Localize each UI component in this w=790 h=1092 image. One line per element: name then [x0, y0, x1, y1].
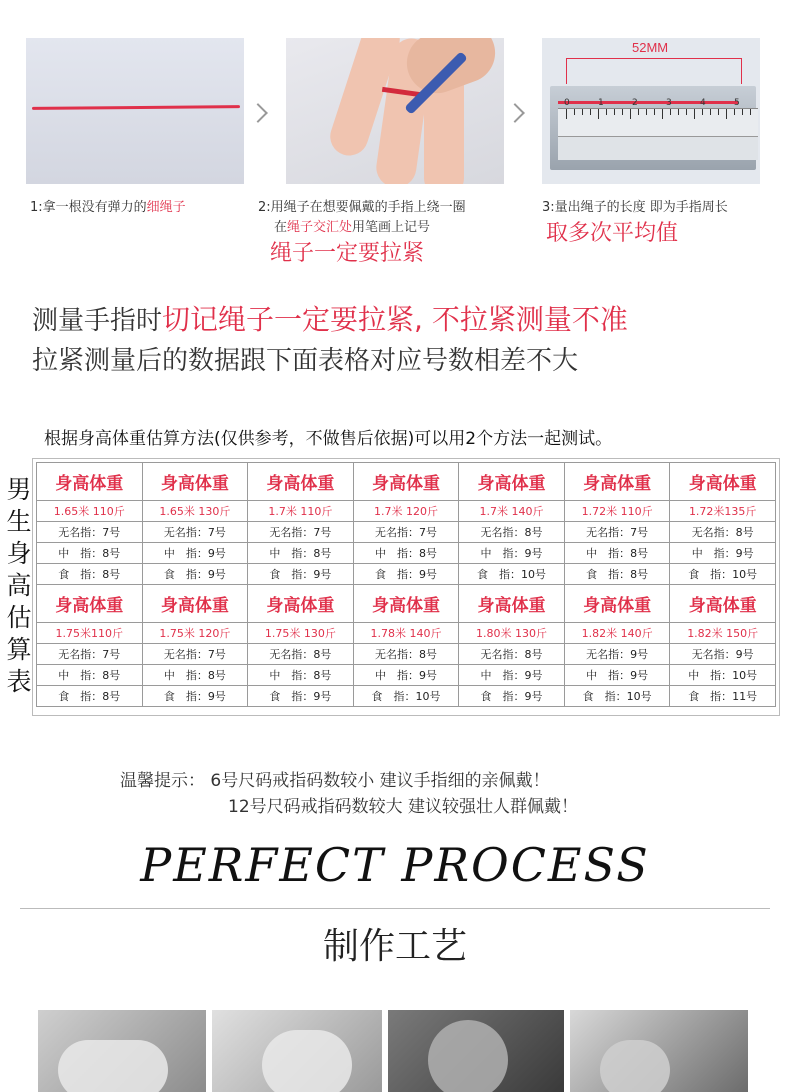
- height-weight-cell: 1.65米 130斤: [142, 501, 248, 522]
- header-cell: 身高体重: [564, 585, 670, 623]
- step1-photo-rope: [26, 38, 244, 184]
- size-cell: 无名指：7号: [248, 522, 354, 543]
- size-cell: 食 指：9号: [248, 686, 354, 707]
- size-cell: 中 指：9号: [459, 543, 565, 564]
- table-row: [37, 543, 776, 564]
- header-cell: 身高体重: [37, 585, 143, 623]
- size-cell: 无名指：7号: [37, 522, 143, 543]
- size-cell: 中 指：8号: [248, 665, 354, 686]
- height-weight-cell: 1.82米 140斤: [564, 623, 670, 644]
- height-weight-cell: 1.75米110斤: [37, 623, 143, 644]
- ruler-number: 0: [564, 98, 570, 108]
- size-cell: 无名指：8号: [353, 644, 459, 665]
- side-label-char: 算: [6, 635, 32, 664]
- header-cell: 身高体重: [37, 463, 143, 501]
- size-cell: 中 指：8号: [248, 543, 354, 564]
- ruler-number: 1: [598, 98, 604, 108]
- table-row: [37, 665, 776, 686]
- size-cell: 无名指：7号: [37, 644, 143, 665]
- table-row: [37, 564, 776, 585]
- height-weight-cell: 1.75米 120斤: [142, 623, 248, 644]
- height-weight-cell: 1.75米 130斤: [248, 623, 354, 644]
- height-weight-cell: 1.78米 140斤: [353, 623, 459, 644]
- step2-caption-line1: 2:用绳子在想要佩戴的手指上绕一圈: [258, 200, 466, 215]
- size-cell: 无名指：8号: [670, 522, 776, 543]
- step2-photo-finger: [286, 38, 504, 184]
- header-cell: 身高体重: [142, 463, 248, 501]
- height-weight-cell: 1.82米 150斤: [670, 623, 776, 644]
- step2-caption-text: 在: [274, 220, 288, 235]
- size-cell: 食 指：10号: [353, 686, 459, 707]
- craft-photo: [38, 1010, 206, 1092]
- step1-caption: [30, 196, 186, 215]
- size-cell: 中 指：8号: [353, 543, 459, 564]
- side-label: [4, 474, 34, 698]
- arrow-right-icon: [248, 103, 268, 123]
- table-row: [37, 522, 776, 543]
- ruler-scale: [558, 108, 758, 136]
- ruler-number: 3: [666, 98, 672, 108]
- header-cell: 身高体重: [353, 463, 459, 501]
- size-cell: 中 指：8号: [37, 665, 143, 686]
- notice-text: 测量手指时: [32, 306, 163, 336]
- height-weight-cell: 1.80米 130斤: [459, 623, 565, 644]
- tip-line2: 12号尺码戒指码数较大 建议较强壮人群佩戴！: [228, 797, 579, 817]
- size-cell: 食 指：8号: [37, 686, 143, 707]
- header-cell: 身高体重: [670, 585, 776, 623]
- craft-title: 制作工艺: [322, 926, 467, 967]
- size-cell: 食 指：11号: [670, 686, 776, 707]
- size-cell: 中 指：8号: [37, 543, 143, 564]
- size-cell: 食 指：8号: [37, 564, 143, 585]
- size-cell: 无名指：7号: [564, 522, 670, 543]
- size-cell: 无名指：7号: [142, 522, 248, 543]
- height-weight-cell: 1.7米 120斤: [353, 501, 459, 522]
- height-weight-row: [37, 501, 776, 522]
- craft-photo: [212, 1010, 382, 1092]
- header-cell: 身高体重: [353, 585, 459, 623]
- table-row: [37, 686, 776, 707]
- side-label-char: 高: [6, 571, 32, 600]
- side-label-char: 生: [6, 507, 32, 536]
- size-cell: 无名指：7号: [353, 522, 459, 543]
- size-cell: 无名指：8号: [459, 644, 565, 665]
- measure-notice-line1: [32, 298, 628, 338]
- step2-caption-line2: [274, 216, 430, 235]
- header-cell: 身高体重: [459, 585, 565, 623]
- divider: [20, 908, 770, 909]
- size-cell: 食 指：9号: [459, 686, 565, 707]
- ruler-number: 2: [632, 98, 638, 108]
- arrow-right-icon: [505, 103, 525, 123]
- size-cell: 中 指：9号: [564, 665, 670, 686]
- size-cell: 中 指：9号: [353, 665, 459, 686]
- vernier-scale: [558, 136, 758, 160]
- size-cell: 无名指：8号: [248, 644, 354, 665]
- size-cell: 无名指：7号: [142, 644, 248, 665]
- step2-caption-text: 用笔画上记号: [352, 220, 431, 235]
- header-cell: 身高体重: [459, 463, 565, 501]
- measure-notice-line2: 拉紧测量后的数据跟下面表格对应号数相差不大: [32, 346, 579, 376]
- step1-caption-highlight: 细绳子: [146, 200, 186, 215]
- size-cell: 食 指：10号: [564, 686, 670, 707]
- notice-highlight: 切记绳子一定要拉紧, 不拉紧测量不准: [162, 303, 628, 336]
- side-label-char: 男: [6, 475, 32, 504]
- table-header-row: [37, 463, 776, 501]
- height-weight-row: [37, 623, 776, 644]
- table-row: [37, 644, 776, 665]
- size-cell: 食 指：8号: [564, 564, 670, 585]
- size-cell: 食 指：9号: [142, 564, 248, 585]
- size-cell: 中 指：10号: [670, 665, 776, 686]
- size-cell: 无名指：8号: [459, 522, 565, 543]
- size-cell: 中 指：9号: [670, 543, 776, 564]
- step2-caption-highlight: 绳子交汇处: [287, 220, 353, 235]
- ruler-number: 5: [734, 98, 740, 108]
- step3-caption: 3:量出绳子的长度 即为手指周长: [542, 200, 728, 215]
- red-rope: [558, 101, 738, 104]
- size-cell: 食 指：10号: [459, 564, 565, 585]
- size-cell: 食 指：9号: [353, 564, 459, 585]
- size-cell: 无名指：9号: [564, 644, 670, 665]
- step1-caption-text: 1:拿一根没有弹力的: [30, 200, 147, 215]
- ring-size-table: [36, 462, 776, 707]
- size-cell: 食 指：9号: [142, 686, 248, 707]
- measurement-label: 52MM: [632, 40, 669, 55]
- header-cell: 身高体重: [142, 585, 248, 623]
- height-weight-cell: 1.72米 110斤: [564, 501, 670, 522]
- measurement-bracket: [566, 58, 742, 84]
- red-rope: [32, 105, 240, 110]
- side-label-char: 身: [6, 539, 32, 568]
- height-weight-cell: 1.65米 110斤: [37, 501, 143, 522]
- header-cell: 身高体重: [564, 463, 670, 501]
- ruler-number: 4: [700, 98, 706, 108]
- size-cell: 无名指：9号: [670, 644, 776, 665]
- size-cell: 中 指：9号: [459, 665, 565, 686]
- size-cell: 中 指：9号: [142, 543, 248, 564]
- header-cell: 身高体重: [248, 585, 354, 623]
- step2-emphasis: 绳子一定要拉紧: [270, 241, 425, 266]
- tip-line1: 温馨提示： 6号尺码戒指码数较小 建议手指细的亲佩戴！: [120, 771, 550, 791]
- side-label-char: 表: [6, 667, 32, 696]
- height-weight-cell: 1.7米 140斤: [459, 501, 565, 522]
- size-cell: 食 指：10号: [670, 564, 776, 585]
- table-header-row: [37, 585, 776, 623]
- table-title: 根据身高体重估算方法(仅供参考，不做售后依据)可以用2个方法一起测试。: [44, 429, 613, 449]
- header-cell: 身高体重: [248, 463, 354, 501]
- step3-photo-ruler: [542, 38, 760, 184]
- craft-photo: [570, 1010, 748, 1092]
- perfect-process-heading: PERFECT PROCESS: [140, 838, 650, 892]
- craft-photo: [388, 1010, 564, 1092]
- header-cell: 身高体重: [670, 463, 776, 501]
- step3-emphasis: 取多次平均值: [546, 221, 679, 246]
- height-weight-cell: 1.7米 110斤: [248, 501, 354, 522]
- size-cell: 食 指：9号: [248, 564, 354, 585]
- size-cell: 中 指：8号: [142, 665, 248, 686]
- side-label-char: 估: [6, 603, 32, 632]
- size-cell: 中 指：8号: [564, 543, 670, 564]
- height-weight-cell: 1.72米135斤: [670, 501, 776, 522]
